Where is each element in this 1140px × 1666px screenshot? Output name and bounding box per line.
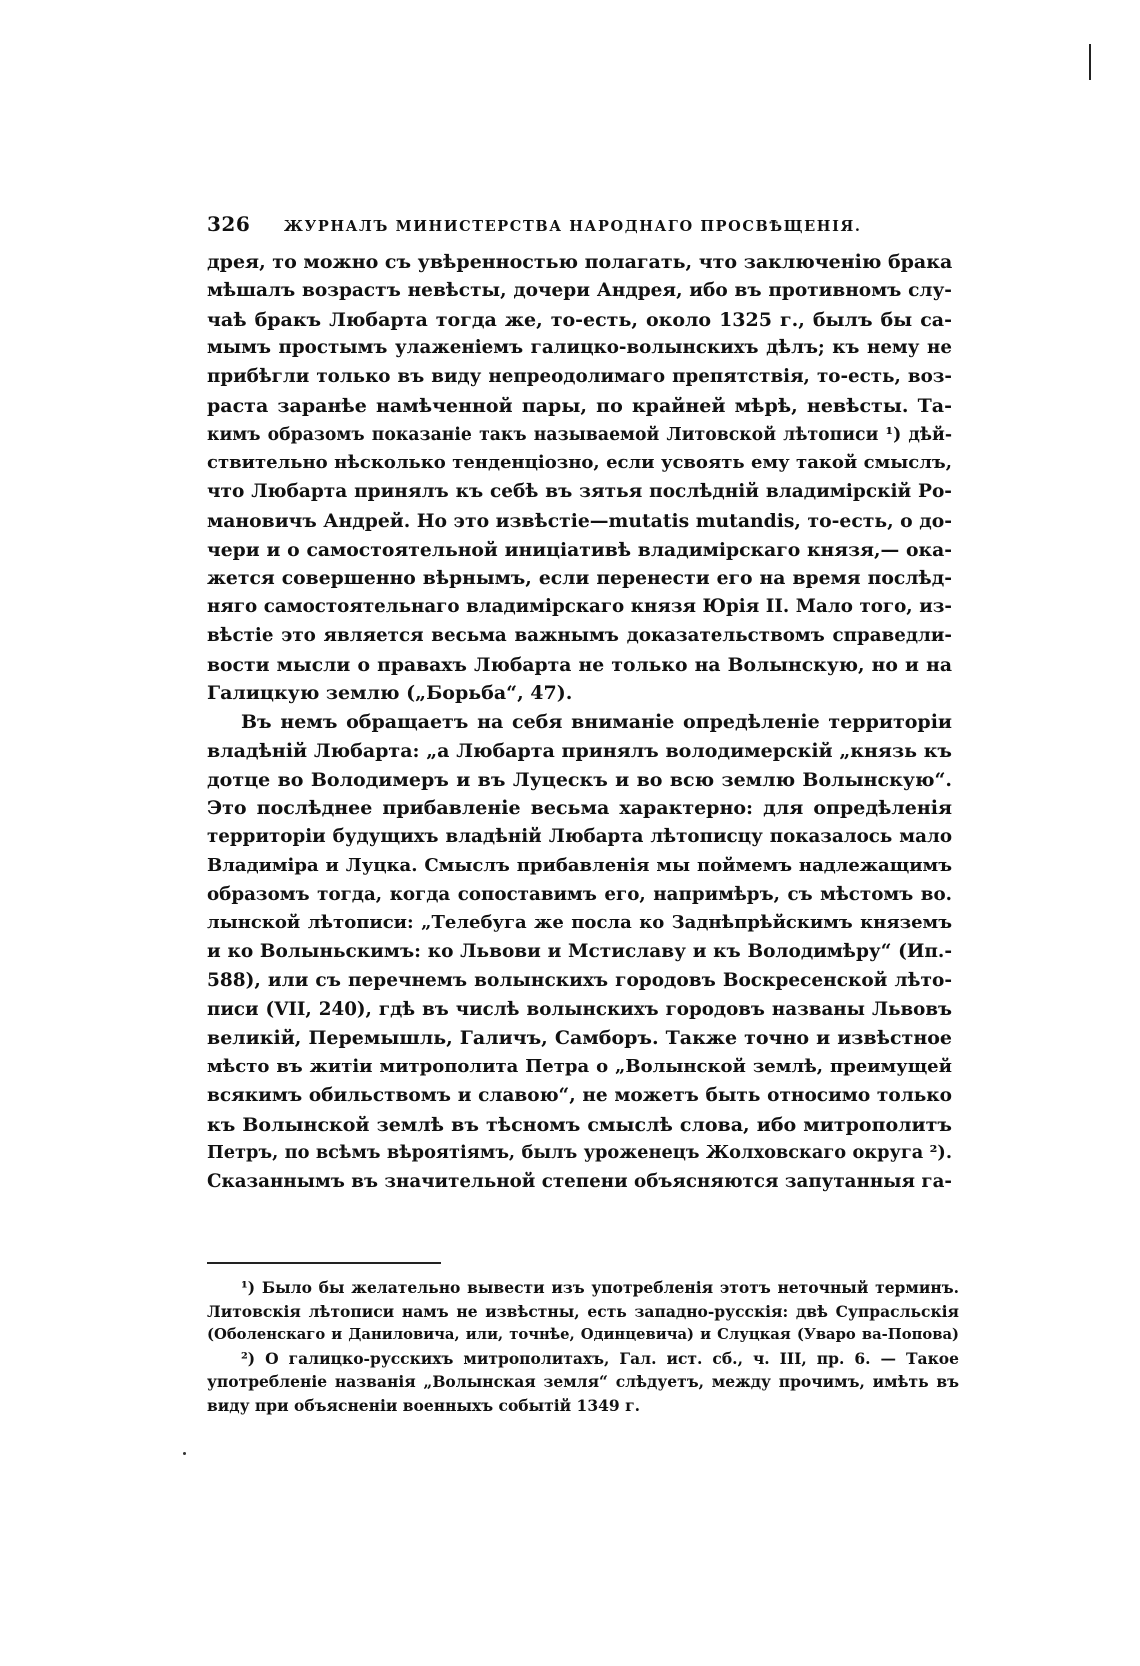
- text-line: прибѣгли только въ виду непреодолимаго препятствія, то-есть, воз-: [207, 366, 952, 387]
- text-line: дрея, то можно съ увѣренностью полагать, что заключенію брака: [207, 251, 953, 273]
- scan-speck: [183, 1452, 186, 1455]
- footnote-line: Литовскія лѣтописи намъ не извѣстны, есть западно-русскія: двѣ Супрасльскія: [207, 1301, 959, 1321]
- text-line: няго самостоятельнаго владимірскаго князя Юрія II. Мало того, из-: [207, 596, 952, 617]
- text-line: вости мысли о правахъ Любарта не только на Волынскую, но и на: [207, 653, 952, 676]
- text-line: мымъ простымъ улаженіемъ галицко-волынскихъ дѣлъ; къ нему не: [207, 337, 952, 359]
- text-line: къ Волынской землѣ въ тѣсномъ смыслѣ слова, ибо митрополитъ: [207, 1113, 952, 1136]
- text-line: ствительно нѣсколько тенденціозно, если усвоять ему такой смыслъ,: [207, 452, 952, 474]
- text-line: вѣстіе это является весьма важнымъ доказательствомъ справедли-: [207, 624, 952, 646]
- text-line: мѣсто въ житіи митрополита Петра о „Волынской землѣ, преимущей: [207, 1056, 952, 1077]
- text-line: писи (VII, 240), гдѣ въ числѣ волынскихъ городовъ названы Львовъ: [207, 998, 952, 1020]
- footnote-line: употребленіе названія „Волынская земля“ слѣдуетъ, между прочимъ, имѣть въ: [207, 1372, 959, 1391]
- text-line: всякимъ обильствомъ и славою“, не можетъ быть относимо только: [207, 1084, 952, 1106]
- text-line: чери и о самостоятельной иниціативѣ владимірскаго князя,— ока-: [207, 538, 952, 561]
- footnote-line: (Оболенскаго и Даниловича, или, точнѣе, Одинцевича) и Слуцкая (Уваро ва-Попова): [207, 1326, 959, 1343]
- scan-edge-mark: [1089, 44, 1091, 80]
- text-line: кимъ образомъ показаніе такъ называемой Литовской лѣтописи ¹) дѣй-: [207, 424, 952, 445]
- text-line: Владиміра и Луцка. Смыслъ прибавленія мы поймемъ надлежащимъ: [207, 854, 952, 876]
- text-line: Въ немъ обращаетъ на себя вниманіе опредѣленіе территоріи: [241, 711, 952, 733]
- text-line: дотце во Володимеръ и въ Луцескъ и во всю землю Волынскую“.: [207, 768, 952, 791]
- text-line: что Любарта принялъ къ себѣ въ зятья послѣдній владимірскій Ро-: [207, 481, 952, 502]
- text-line: лынской лѣтописи: „Телебуга же посла ко Заднѣпрѣйскимъ княземъ: [207, 912, 952, 934]
- text-line: 588), или съ перечнемъ волынскихъ городовъ Воскресенской лѣто-: [207, 969, 952, 991]
- text-line: раста заранѣе намѣченной пары, по крайней мѣрѣ, невѣсты. Та-: [207, 394, 952, 417]
- running-title: ЖУРНАЛЪ МИНИСТЕРСТВА НАРОДНАГО ПРОСВѢЩЕНІЯ.: [283, 218, 862, 235]
- footnotes: [207, 1276, 959, 1417]
- text-line: владѣній Любарта: „а Любарта принялъ володимерскій „князь къ: [207, 739, 952, 762]
- text-line: жется совершенно вѣрнымъ, если перенести его на время послѣд-: [207, 567, 952, 590]
- text-line: образомъ тогда, когда сопоставимъ его, напримѣръ, съ мѣстомъ во.: [207, 883, 952, 905]
- text-line: территоріи будущихъ владѣній Любарта лѣтописцу показалось мало: [207, 826, 952, 847]
- page-number: 326: [207, 212, 251, 236]
- text-line: мѣшалъ возрастъ невѣсты, дочери Андрея, ибо въ противномъ слу-: [207, 279, 952, 301]
- footnote-line: ¹) Было бы желательно вывести изъ употребленія этотъ неточный терминъ.: [241, 1278, 959, 1297]
- body-text: [207, 248, 952, 1197]
- footnote-line: виду при объясненіи военныхъ событій 1349 г.: [207, 1395, 640, 1415]
- footnote-line: ²) О галицко-русскихъ митрополитахъ, Гал. ист. сб., ч. III, пр. 6. — Такое: [241, 1348, 959, 1368]
- text-line: и ко Волыньскимъ: ко Львови и Мстиславу и къ Володимѣру“ (Ип.-: [207, 941, 952, 962]
- text-line: великій, Перемышль, Галичъ, Самборъ. Также точно и извѣстное: [207, 1027, 952, 1050]
- text-line: Галицкую землю („Борьба“, 47).: [207, 682, 573, 705]
- text-line: чаѣ бракъ Любарта тогда же, то-есть, около 1325 г., былъ бы са-: [207, 308, 952, 331]
- text-line: Петръ, по всѣмъ вѣроятіямъ, былъ уроженецъ Жолховскаго округа ²).: [207, 1142, 952, 1164]
- text-line: Это послѣднее прибавленіе весьма характерно: для опредѣленія: [207, 797, 952, 820]
- text-line: мановичъ Андрей. Но это извѣстіе—mutatis mutandis, то-есть, о до-: [207, 509, 952, 532]
- text-line: Сказаннымъ въ значительной степени объясняются запутанныя га-: [207, 1171, 952, 1192]
- footnote-divider: [207, 1262, 441, 1264]
- page-header: [207, 212, 967, 242]
